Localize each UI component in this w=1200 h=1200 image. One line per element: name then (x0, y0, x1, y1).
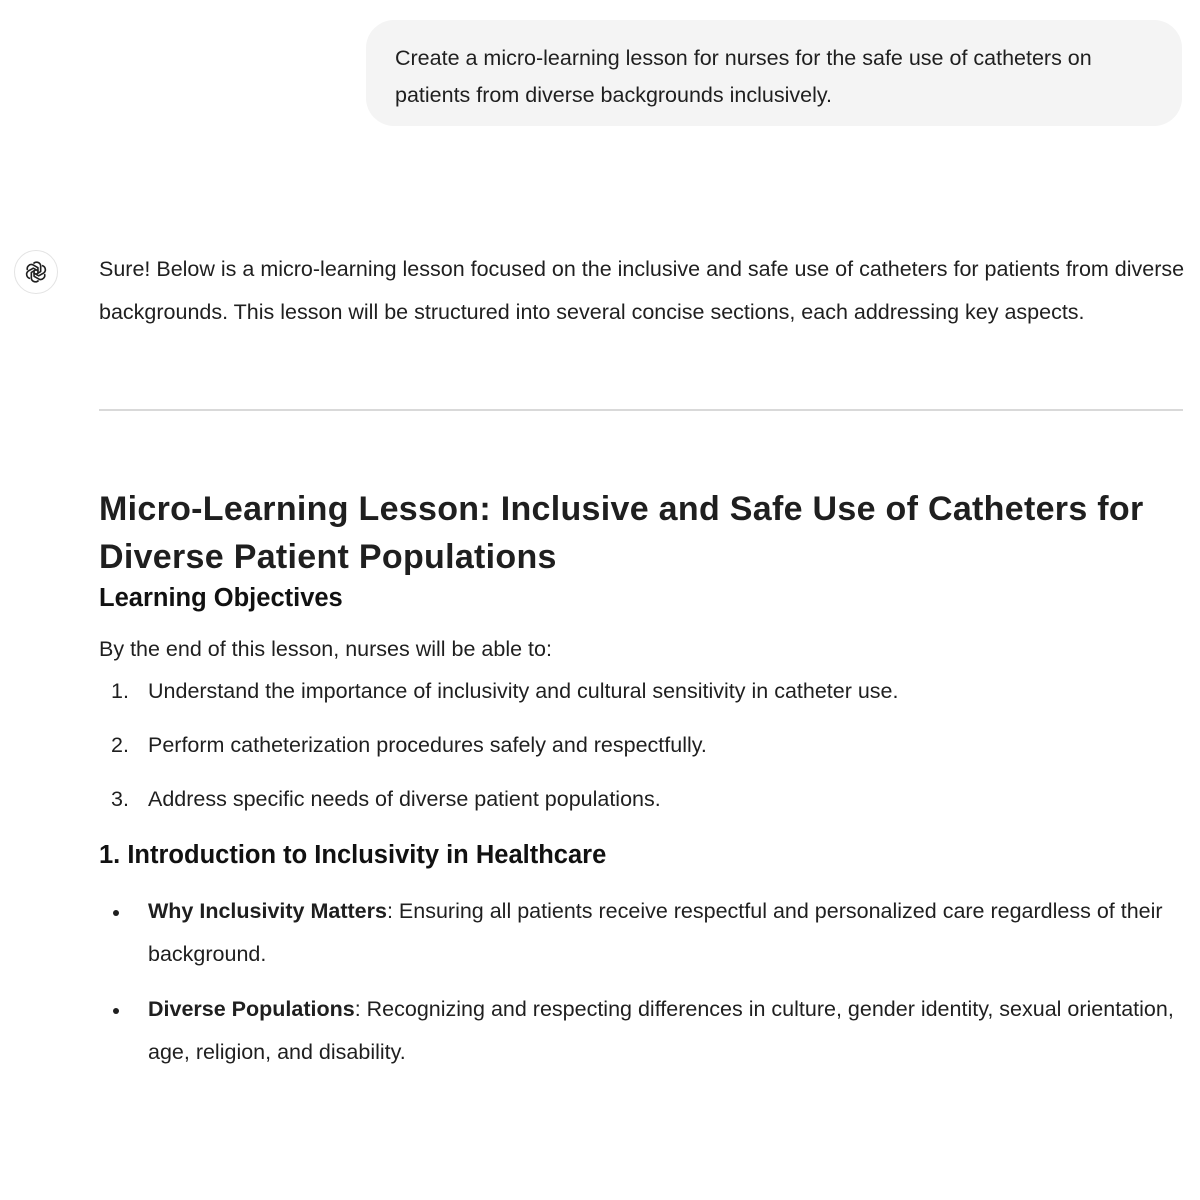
objectives-heading: Learning Objectives (99, 584, 343, 612)
lesson-title: Micro-Learning Lesson: Inclusive and Safe Use of Catheters for Diverse Patient Populations (99, 490, 1144, 576)
list-item (99, 784, 1189, 814)
assistant-intro-text: Sure! Below is a micro-learning lesson focused on the inclusive and safe use of catheters for patients from diverse backgrounds. This lesson will be structured into several concise sections, each addressing key aspects. (99, 257, 1185, 324)
bullet-term: Diverse Populations (148, 997, 355, 1021)
user-message-bubble (366, 20, 1182, 126)
list-item-text: Address specific needs of diverse patient populations. (148, 787, 661, 811)
list-item-number: 3. (111, 787, 129, 811)
bullet-dot (113, 910, 119, 916)
list-item-number: 1. (111, 679, 129, 703)
list-item (99, 676, 1189, 706)
assistant-avatar (14, 250, 58, 294)
list-item-number: 2. (111, 733, 129, 757)
section-heading-inclusivity: 1. Introduction to Inclusivity in Healthcare (99, 841, 607, 869)
list-item (99, 890, 1178, 976)
bullet-text: : Recognizing and respecting differences in culture, gender identity, sexual orientation, age, religion, and disability. (148, 997, 1174, 1064)
bullet-dot (113, 1008, 119, 1014)
objectives-lead: By the end of this lesson, nurses will be able to: (99, 637, 552, 661)
inclusivity-bullet-list (99, 890, 1189, 1074)
list-item (99, 730, 1189, 760)
user-message-text: Create a micro-learning lesson for nurses for the safe use of catheters on patients from diverse backgrounds inclusively. (395, 46, 1092, 107)
objectives-list (99, 676, 1189, 814)
openai-logo-icon (22, 258, 50, 286)
divider (99, 409, 1183, 411)
list-item-text: Understand the importance of inclusivity and cultural sensitivity in catheter use. (148, 679, 899, 703)
bullet-term: Why Inclusivity Matters (148, 899, 387, 923)
list-item (99, 988, 1178, 1074)
bullet-text: : Ensuring all patients receive respectful and personalized care regardless of their background. (148, 899, 1163, 966)
assistant-message (99, 248, 1189, 1086)
list-item-text: Perform catheterization procedures safely and respectfully. (148, 733, 707, 757)
